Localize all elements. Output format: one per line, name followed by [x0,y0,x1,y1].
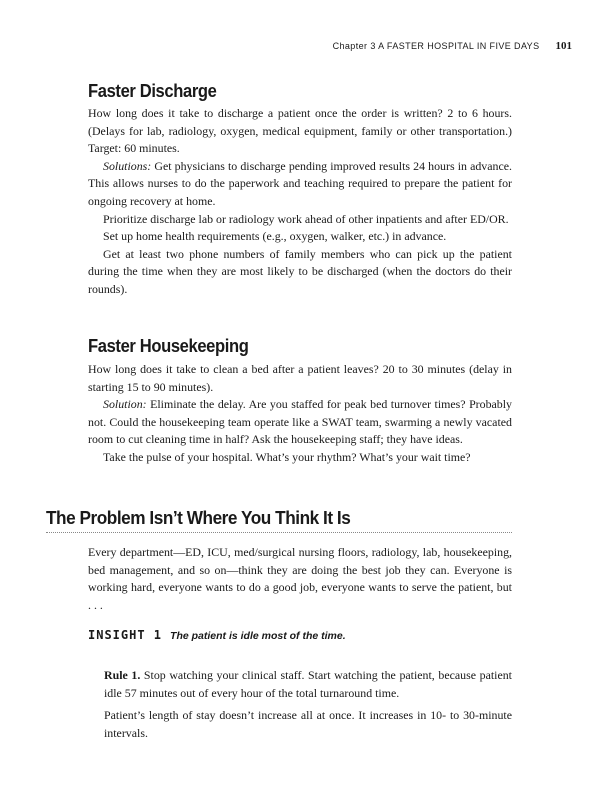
heading-problem: The Problem Isn’t Where You Think It Is [46,507,351,528]
insight-text: The patient is idle most of the time. [170,630,346,642]
rule-text: Stop watching your clinical staff. Start watching the patient, because patient idle 57 minutes out of every hour of the total turnaround time. [104,668,512,700]
solutions-text: Get physicians to discharge pending improved results 24 hours in advance. This allows nurses to do the paperwork and teaching required to prepare the patient for ongoing recovery at home. [88,158,512,208]
housekeeping-body [88,361,512,467]
solution-text: Eliminate the delay. Are you staffed for peak bed turnover times? Probably not. Could the housekeeping team operate like a SWAT team, swarming a newly vacated room to cut cleaning time in half? Ask the housekeeping staff; they have ideas. [88,397,512,447]
problem-body [88,544,512,614]
running-head-title: Chapter 3 A FASTER HOSPITAL IN FIVE DAYS [332,41,540,51]
dotted-divider [46,532,512,533]
discharge-paragraph: Set up home health requirements (e.g., oxygen, walker, etc.) in advance. [103,229,447,244]
running-header [0,40,572,52]
discharge-solutions-paragraph [88,158,512,211]
discharge-paragraph: Get at least two phone numbers of family members who can pick up the patient during the time when they are most likely to be discharged (when the doctors do their rounds). [88,246,512,296]
housekeeping-paragraph: Take the pulse of your hospital. What’s your rhythm? What’s your wait time? [103,449,471,464]
rule-paragraph-2: Patient’s length of stay doesn’t increase all at once. It increases in 10- to 30-minute intervals. [104,708,512,740]
solutions-label: Solutions: [103,158,152,173]
problem-paragraph: Every department—ED, ICU, med/surgical nursing floors, radiology, lab, housekeeping, bed management, and so on—think they are doing the best job they can. Everyone is working hard, everyone wants to do a good job, everyone wants to serve the patient, but . . . [88,545,512,612]
rule-paragraph [104,667,512,702]
discharge-body [88,105,512,299]
rule-body [104,667,512,747]
discharge-paragraph: Prioritize discharge lab or radiology work ahead of other inpatients and after ED/OR. [103,211,509,226]
section-title-faster-discharge: Faster Discharge [88,81,217,101]
discharge-paragraph: How long does it take to discharge a patient once the order is written? 2 to 6 hours. (Delays for lab, radiology, oxygen, medical equipment, family or other transportation.) Target: 60 minutes. [88,106,512,156]
insight-callout [88,628,346,642]
rule-label: Rule 1. [104,668,141,682]
insight-label: INSIGHT 1 [88,628,163,642]
housekeeping-paragraph: How long does it take to clean a bed after a patient leaves? 20 to 30 minutes (delay in starting 15 to 90 minutes). [88,362,512,394]
housekeeping-solution-paragraph [88,396,512,449]
section-title-faster-housekeeping: Faster Housekeeping [88,336,249,356]
page-number: 101 [555,40,572,52]
solution-label: Solution: [103,397,147,412]
